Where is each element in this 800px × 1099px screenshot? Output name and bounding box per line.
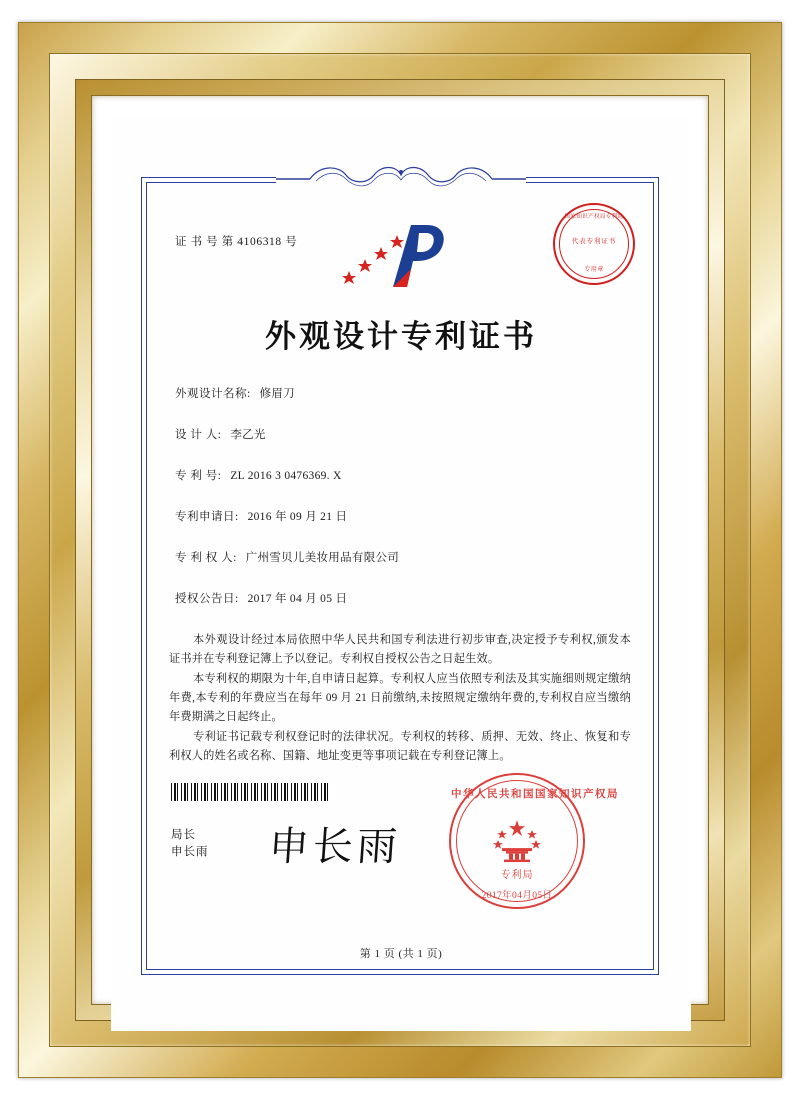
certificate-number: 证 书 号 第 4106318 号 — [175, 236, 298, 248]
patent-fields-list — [175, 385, 627, 631]
national-emblem-icon — [490, 818, 544, 862]
body-paragraph-2: 本专利权的期限为十年,自申请日起算。专利权人应当依照专利法及其实施细则规定缴纳年费,本专利的年费应当在每年 09 月 21 日前缴纳,未按照规定缴纳年费的,专利权自应当缴纳年费期满之日起终止。 — [169, 673, 631, 723]
national-office-seal-bottom-text: 专利局 — [500, 870, 534, 881]
field-patent-number — [175, 467, 627, 483]
field-application-date — [175, 508, 627, 524]
certificate-body-text — [169, 631, 631, 767]
page-footer: 第 1 页 (共 1 页) — [359, 948, 443, 960]
barcode — [171, 783, 331, 801]
field-designer-label: 设 计 人: — [175, 429, 222, 441]
field-design-name-label: 外观设计名称: — [175, 388, 251, 400]
national-office-seal-date: 2017年04月05日 — [481, 891, 553, 901]
page-title: 外观设计专利证书 — [265, 319, 537, 355]
patent-office-seal — [553, 203, 635, 285]
signature-labels — [171, 827, 209, 861]
national-office-seal-top-text: 中华人民共和国国家知识产权局 — [451, 789, 619, 800]
field-designer — [175, 426, 627, 442]
patent-office-seal-line3: 专用章 — [584, 266, 604, 273]
national-office-seal — [449, 773, 619, 909]
field-grant-date — [175, 590, 627, 606]
certificate-paper — [111, 115, 691, 1031]
field-grant-date-value: 2017 年 04 月 05 日 — [247, 593, 348, 605]
field-application-date-value: 2016 年 09 月 21 日 — [247, 511, 348, 523]
handwritten-signature: 申长雨 — [267, 824, 403, 870]
field-patent-number-label: 专 利 号: — [175, 470, 222, 482]
scroll-ornament-icon — [276, 163, 526, 193]
body-paragraph-1: 本外观设计经过本局依照中华人民共和国专利法进行初步审查,决定授予专利权,颁发本证书并在专利登记簿上予以登记。专利权自授权公告之日起生效。 — [169, 634, 631, 665]
field-application-date-label: 专利申请日: — [175, 511, 239, 523]
director-title-label: 局长 — [171, 829, 196, 841]
field-designer-value: 李乙光 — [230, 429, 266, 441]
patent-office-seal-line2: 代表专利证书 — [571, 238, 617, 245]
field-patentee-value: 广州雪贝儿美妆用品有限公司 — [245, 552, 400, 564]
field-grant-date-label: 授权公告日: — [175, 593, 239, 605]
field-patent-number-value: ZL 2016 3 0476369. X — [230, 470, 342, 482]
field-design-name — [175, 385, 627, 401]
body-paragraph-3: 专利证书记载专利权登记时的法律状况。专利权的转移、质押、无效、终止、恢复和专利权人的姓名或名称、国籍、地址变更等事项记载在专利登记簿上。 — [169, 731, 631, 762]
field-patentee-label: 专 利 权 人: — [175, 552, 237, 564]
field-patentee — [175, 549, 627, 565]
cnipa-logo-icon — [341, 215, 461, 297]
patent-office-seal-line1: 国家知识产权局专利局 — [564, 214, 624, 220]
picture-frame-outer — [18, 22, 782, 1078]
director-name-label: 申长雨 — [171, 846, 209, 858]
field-design-name-value: 修眉刀 — [259, 388, 295, 400]
